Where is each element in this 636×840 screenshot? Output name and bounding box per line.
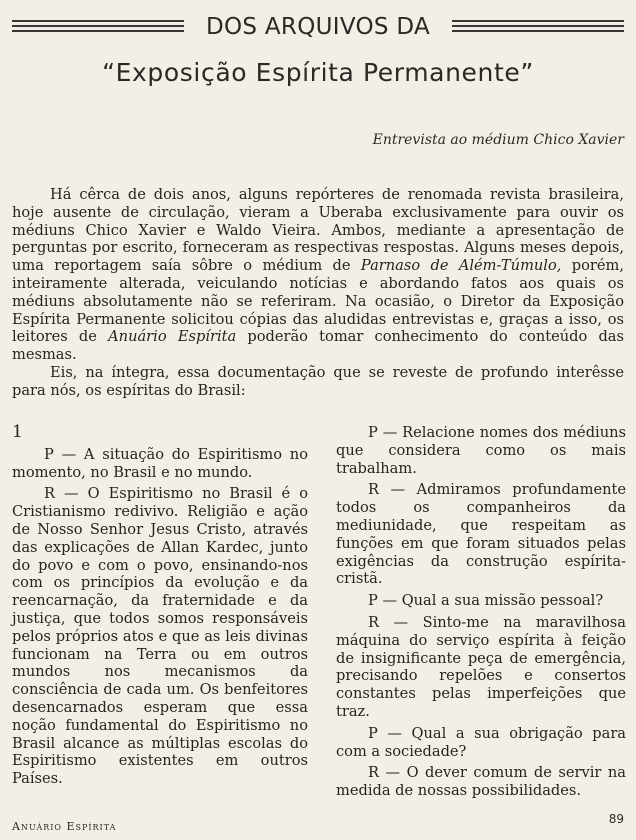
answer-2: R — Admiramos profundamente todos os companheiros da mediunidade, que respeitam as funções em que foram situados pelas exigências da construção espírita-cristã. (336, 481, 626, 588)
intro-p1-part-c: poderão tomar conhecimento do conteúdo das mesmas. (12, 328, 625, 364)
intro-text (12, 186, 624, 400)
decorative-rules-left (12, 20, 184, 38)
article-title: “Exposição Espírita Permanente” (102, 58, 534, 87)
question-4: P — Qual a sua obrigação para com a sociedade? (336, 724, 626, 760)
intro-p1-part-a: Há cêrca de dois anos, alguns repórteres de renomada revista brasileira, hoje ausente de circulação, vieram a Uberaba exclusivamente para ouvir os médiuns Chico Xavier e Waldo Vieira. Ambos, mediante a apresentação de perguntas por escrito, forneceram as respectivas respostas. Alguns meses depois, uma reportagem saía sôbre o médium de (12, 186, 624, 275)
question-1: P — A situação do Espiritismo no momento, no Brasil e no mundo. (12, 445, 308, 481)
section-title: DOS ARQUIVOS DA (205, 14, 431, 40)
intro-paragraph-1 (12, 186, 624, 364)
page-number: 89 (608, 812, 624, 826)
section-header (12, 14, 624, 44)
question-3: P — Qual a sua missão pessoal? (368, 592, 604, 610)
publication-name: Anuário Espírita (108, 328, 237, 346)
decorative-rules-right (452, 20, 624, 38)
book-title: Parnaso de Além-Túmulo, (360, 257, 562, 275)
answer-4: R — O dever comum de servir na medida de nossas possibilidades. (336, 764, 626, 800)
footer-publication: Anuário Espírita (12, 820, 117, 833)
answer-1: R — O Espiritismo no Brasil é o Cristianismo redivivo. Religião e ação de Nosso Senhor Jesus Cristo, através das explicações de Allan Kardec, junto do povo e com o povo, ensinando-nos com os princípios da evolução e da reencarnação, da fraternidade e da justiça, que todos somos responsáveis pelos próprios atos e que as leis divinas funcionam na Terra ou em outros mundos nos mecanismos da consciência de cada um. Os benfeitores desencarnados esperam que essa noção fundamental do Espiritismo no Brasil alcance as múltiplas escolas do Espiritismo existentes em outros Países. (12, 485, 308, 788)
article-subtitle: Entrevista ao médium Chico Xavier (372, 132, 624, 148)
interview-number: 1 (12, 422, 23, 442)
answer-3: R — Sinto-me na maravilhosa máquina do serviço espírita à feição de insignificante peça de emergência, precisando repelões e consertos constantes pelas imperfeições que traz. (336, 613, 626, 720)
intro-paragraph-2: Eis, na íntegra, essa documentação que se reveste de profundo interêsse para nós, os espíritas do Brasil: (12, 363, 624, 399)
question-2: P — Relacione nomes dos médiuns que considera como os mais trabalham. (336, 424, 626, 477)
intro-p1-part-b: porém, inteiramente alterada, veiculando notícias e abordando fatos aos quais os médiuns absolutamente não se referiram. Na ocasião, o Diretor da Exposição Espírita Permanente solicitou cópias das aludidas entrevistas e, graças a isso, os leitores de (12, 257, 624, 346)
left-column (12, 424, 308, 792)
right-column (336, 424, 626, 804)
